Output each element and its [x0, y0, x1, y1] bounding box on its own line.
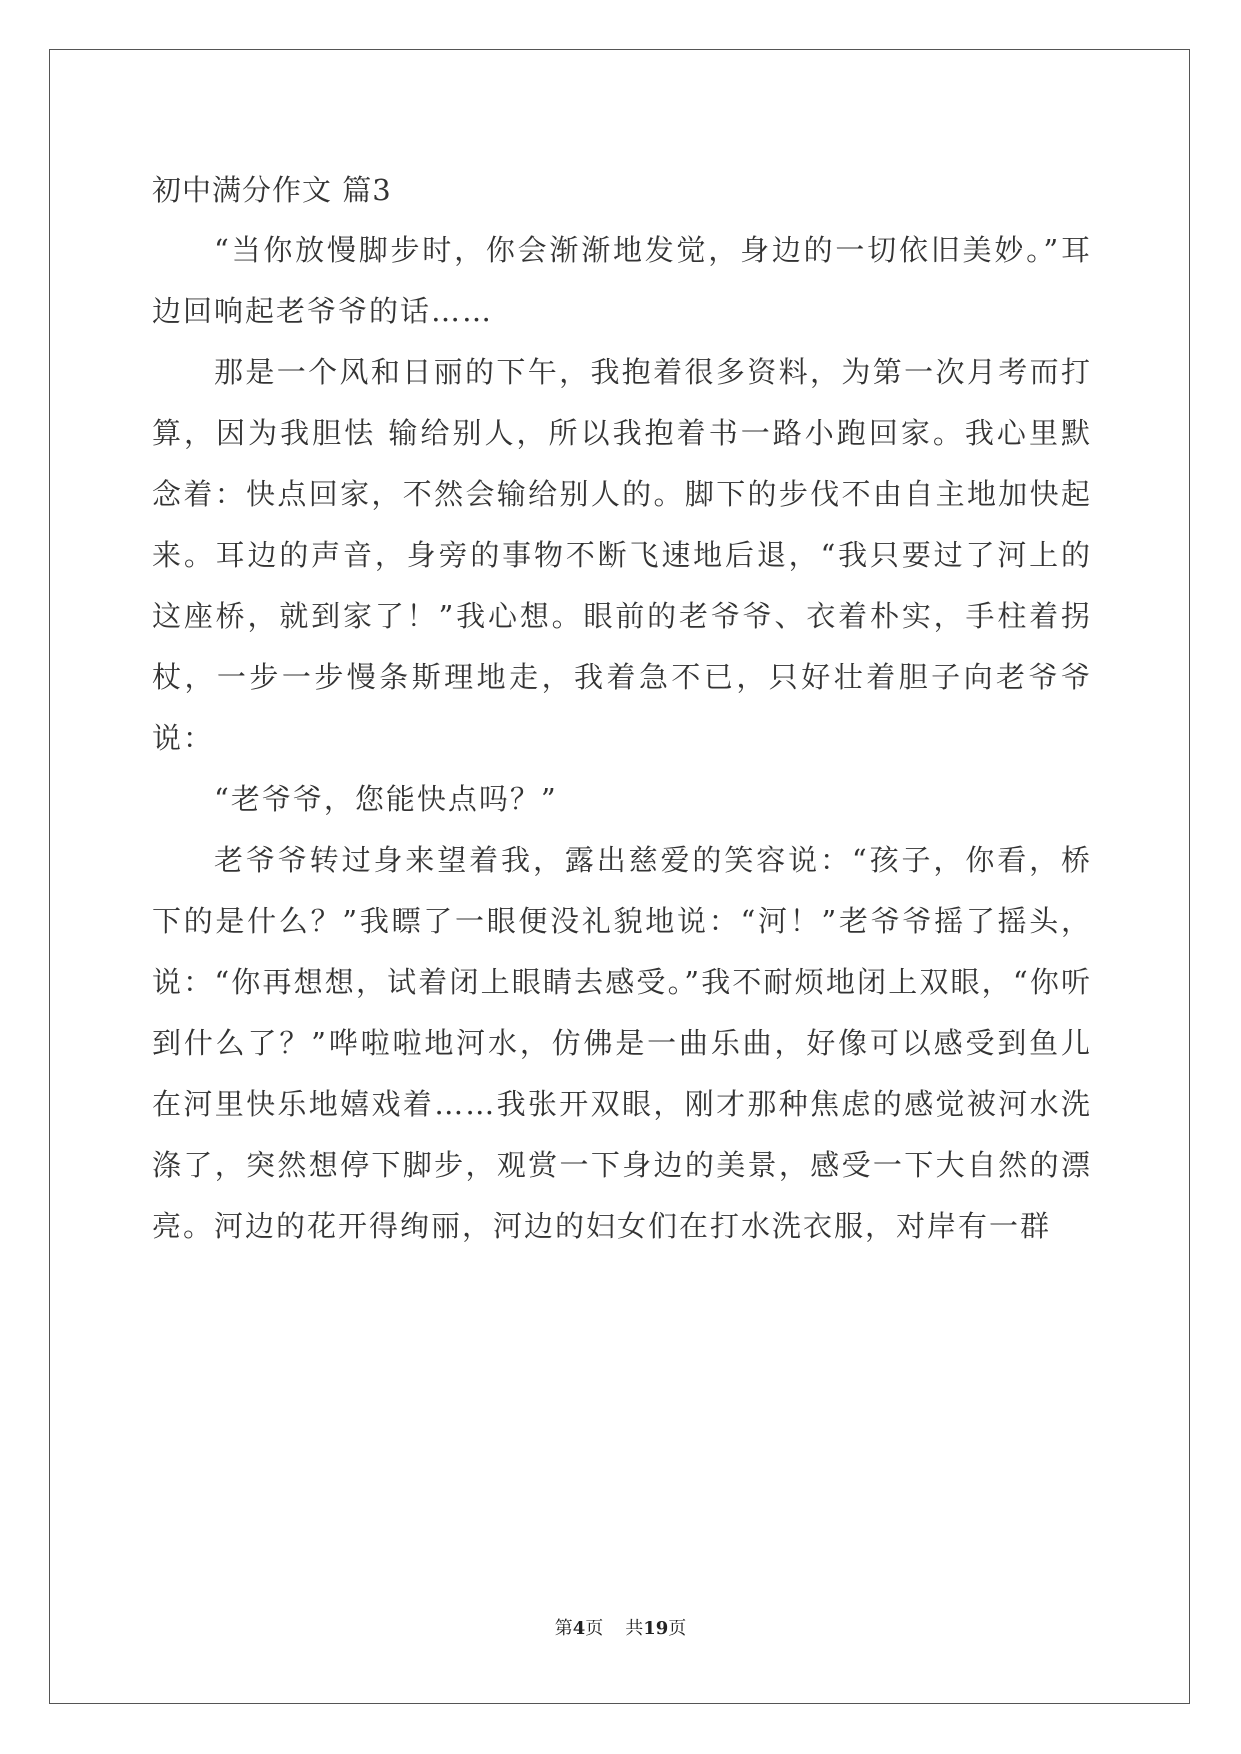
footer-total-prefix: 共: [625, 1618, 644, 1639]
footer-total-suffix: 页: [668, 1618, 687, 1639]
document-body: [152, 160, 1092, 1257]
paragraph-3: “老爷爷，您能快点吗？”: [214, 782, 558, 816]
footer-prefix: 第: [554, 1618, 573, 1639]
footer-page-suffix: 页: [585, 1618, 604, 1639]
paragraph-2: 那是一个风和日丽的下午，我抱着很多资料，为第一次月考而打算，因为我胆怯 输给别人，所以我抱着书一路小跑回家。我心里默念着：快点回家，不然会输给别人的。脚下的步伐不由自主地加快起来。耳边的声音，身旁的事物不断飞速地后退，“我只要过了河上的这座桥，就到家了！”我心想。眼前的老爷爷、衣着朴实，手柱着拐杖，一步一步慢条斯理地走，我着急不已，只好壮着胆子向老爷爷说：: [152, 355, 1092, 755]
section-heading: 初中满分作文 篇3: [152, 173, 392, 207]
paragraph-1: “当你放慢脚步时，你会渐渐地发觉，身边的一切依旧美妙。”耳边回响起老爷爷的话……: [152, 233, 1092, 328]
total-page-count: 19: [643, 1618, 669, 1639]
page-footer: [0, 1614, 1241, 1640]
current-page-number: 4: [572, 1618, 586, 1639]
paragraph-4: 老爷爷转过身来望着我，露出慈爱的笑容说：“孩子，你看，桥下的是什么？”我瞟了一眼便没礼貌地说：“河！”老爷爷摇了摇头，说：“你再想想，试着闭上眼睛去感受。”我不耐烦地闭上双眼，“你听到什么了？”哗啦啦地河水，仿佛是一曲乐曲，好像可以感受到鱼儿在河里快乐地嬉戏着……我张开双眼，刚才那种焦虑的感觉被河水洗涤了，突然想停下脚步，观赏一下身边的美景，感受一下大自然的漂亮。河边的花开得绚丽，河边的妇女们在打水洗衣服，对岸有一群: [152, 843, 1092, 1243]
